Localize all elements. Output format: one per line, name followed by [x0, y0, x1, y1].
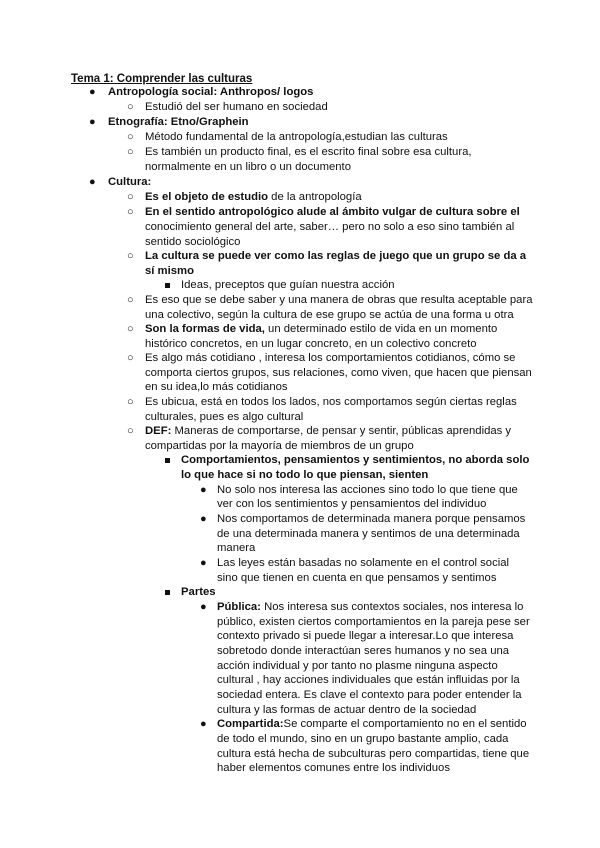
list-item: Comportamientos, pensamientos y sentimientos, no aborda solo: [181, 454, 530, 466]
disc-bullet: ●: [89, 86, 96, 98]
list-item-continuation: conocimiento general del arte, saber… pero no solo a eso sino también al: [145, 221, 515, 233]
disc-bullet: ●: [200, 718, 207, 730]
list-item: Antropología social: Anthropos/ logos: [108, 86, 314, 98]
circle-bullet: ○: [127, 396, 134, 408]
circle-bullet: ○: [127, 131, 134, 143]
list-item-continuation: normalmente en un libro o un documento: [145, 161, 351, 173]
list-item: Es eso que se debe saber y una manera de obras que resulta aceptable para: [145, 294, 533, 306]
circle-bullet: ○: [127, 191, 134, 203]
list-item: Las leyes están basadas no solamente en el control social: [217, 557, 510, 569]
list-item: Etnografía: Etno/Graphein: [108, 116, 249, 128]
circle-bullet: ○: [127, 323, 134, 335]
disc-bullet: ●: [200, 513, 207, 525]
list-item: Partes: [181, 586, 216, 598]
list-item: Es también un producto final, es el escrito final sobre esa cultura,: [145, 146, 472, 158]
list-item: Es el objeto de estudio de la antropología: [145, 191, 362, 203]
disc-bullet: ●: [89, 176, 96, 188]
list-item: Son la formas de vida, un determinado estilo de vida en un momento: [145, 323, 498, 335]
list-item-continuation: público, existen ciertos comportamientos en la pareja pese ser: [217, 616, 530, 628]
list-item-continuation: en su idea,lo más cotidianos: [145, 381, 288, 393]
list-item-continuation: acción individual y por tanto no plasme ninguna aspecto: [217, 660, 498, 672]
circle-bullet: ○: [127, 250, 134, 262]
circle-bullet: ○: [127, 294, 134, 306]
list-item-continuation: compartidas por la mayoría de miembros de un grupo: [145, 440, 414, 452]
list-item-continuation: de todo el mundo, sino en un grupo bastante amplio, cada: [217, 733, 509, 745]
list-item-continuation: cultural , hay acciones individuales que están influidas por la: [217, 674, 520, 686]
list-item-continuation: sino que tienen en cuenta en que pensamos y sentimos: [217, 572, 497, 584]
list-item-continuation: sí mismo: [145, 265, 194, 277]
list-item: Estudió del ser humano en sociedad: [145, 101, 328, 113]
list-item-continuation: sobretodo donde interactúan seres humanos y no sea una: [217, 645, 510, 657]
list-item-continuation: manera: [217, 542, 256, 554]
list-item-continuation: cultura está hecha de subculturas pero compartidas, tiene que: [217, 748, 530, 760]
list-item-continuation: haber elementos comunes entre los individuos: [217, 762, 450, 774]
list-item-continuation: de una determinada manera y sentimos de una determinada: [217, 528, 520, 540]
list-item: Compartida:Se comparte el comportamiento no en el sentido: [217, 718, 527, 730]
circle-bullet: ○: [127, 146, 134, 158]
list-item: DEF: Maneras de comportarse, de pensar y sentir, públicas aprendidas y: [145, 425, 512, 437]
circle-bullet: ○: [127, 352, 134, 364]
disc-bullet: ●: [200, 557, 207, 569]
list-item: Es algo más cotidiano , interesa los comportamientos cotidianos, cómo se: [145, 352, 516, 364]
circle-bullet: ○: [127, 101, 134, 113]
circle-bullet: ○: [127, 425, 134, 437]
list-item-continuation: una colectivo, según la cultura de ese grupo se actúa de una forma u otra: [145, 309, 514, 321]
list-item: Cultura:: [108, 176, 152, 188]
list-item: Ideas, preceptos que guían nuestra acción: [181, 279, 395, 291]
square-bullet: [165, 458, 170, 463]
list-item: Nos comportamos de determinada manera porque pensamos: [217, 513, 526, 525]
disc-bullet: ●: [89, 116, 96, 128]
disc-bullet: ●: [200, 484, 207, 496]
list-item-continuation: lo que hace si no todo lo que piensan, sienten: [181, 469, 429, 481]
square-bullet: [165, 283, 170, 288]
list-item: No solo nos interesa las acciones sino todo lo que tiene que: [217, 484, 518, 496]
list-item: Pública: Nos interesa sus contextos sociales, nos interesa lo: [217, 601, 524, 613]
disc-bullet: ●: [200, 601, 207, 613]
list-item: Es ubicua, está en todos los lados, nos comportamos según ciertas reglas: [145, 396, 517, 408]
circle-bullet: ○: [127, 206, 134, 218]
page-title: Tema 1: Comprender las culturas: [71, 73, 253, 85]
list-item-continuation: cultura y las formas de actuar dentro de la sociedad: [217, 704, 477, 716]
list-item-continuation: contexto privado si puede llegar a interesar.Lo que interesa: [217, 630, 514, 642]
list-item-continuation: ver con los sentimientos y pensamientos del individuo: [217, 498, 487, 510]
list-item-continuation: sentido sociológico: [145, 236, 241, 248]
list-item-continuation: culturales, pues es algo cultural: [145, 411, 304, 423]
square-bullet: [165, 590, 170, 595]
list-item-continuation: sociedad entera. Es clave el contexto para poder entender la: [217, 689, 522, 701]
list-item: En el sentido antropológico alude al ámbito vulgar de cultura sobre el: [145, 206, 520, 218]
list-item-continuation: histórico concretos, en un lugar concreto, en un colectivo concreto: [145, 338, 477, 350]
list-item: Método fundamental de la antropología,estudian las culturas: [145, 131, 448, 143]
list-item-continuation: comporta ciertos grupos, sus relaciones, como viven, que hacen que piensan: [145, 367, 532, 379]
list-item: La cultura se puede ver como las reglas de juego que un grupo se da a: [145, 250, 527, 262]
